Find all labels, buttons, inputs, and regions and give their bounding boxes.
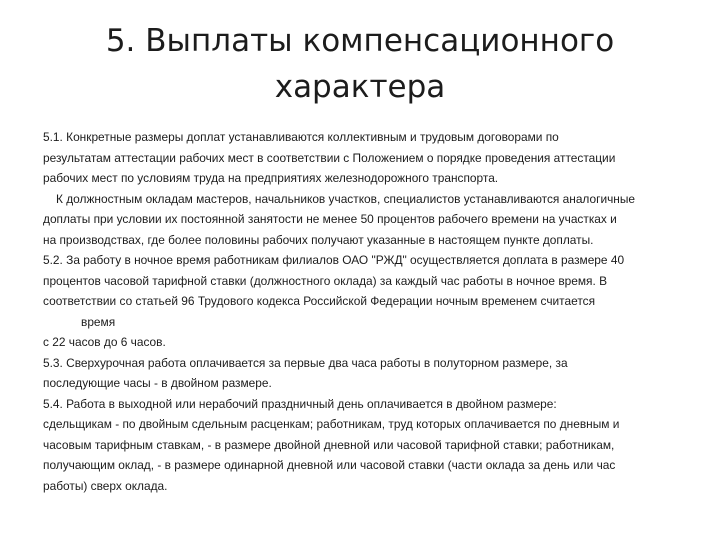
slide-title-line-2: характера [274, 69, 446, 105]
body-line: доплаты при условии их постоянной занятости не менее 50 процентов рабочего времени на участках и [43, 212, 617, 226]
slide-title-line-1: 5. Выплаты компенсационного [105, 23, 615, 59]
slide-body-text [43, 127, 703, 496]
body-line: К должностным окладам мастеров, начальников участков, специалистов устанавливаются аналогичные [56, 191, 636, 206]
body-line: время [81, 314, 116, 329]
body-line: 5.4. Работа в выходной или нерабочий праздничный день оплачивается в двойном размере: [43, 396, 557, 411]
body-line: рабочих мест по условиям труда на предприятиях железнодорожного транспорта. [43, 171, 499, 185]
body-line: на производствах, где более половины рабочих получают указанные в настоящем пункте доплаты. [43, 232, 594, 247]
body-line: с 22 часов до 6 часов. [43, 335, 166, 349]
body-line: 5.2. За работу в ночное время работникам филиалов ОАО "РЖД" осуществляется доплата в размере 40 [43, 253, 625, 267]
body-line: результатам аттестации рабочих мест в соответствии с Положением о порядке проведения аттестации [43, 150, 616, 165]
body-line: 5.1. Конкретные размеры доплат устанавливаются коллективным и трудовым договорами по [43, 130, 559, 144]
body-line: процентов часовой тарифной ставки (должностного оклада) за каждый час работы в ночное время. В [43, 273, 608, 288]
body-line: работы) сверх оклада. [43, 478, 168, 493]
body-line: сдельщикам - по двойным сдельным расценкам; работникам, труд которых оплачивается по дневным и [43, 417, 620, 431]
body-line: соответствии со статьей 96 Трудового кодекса Российской Федерации ночным временем считается [43, 294, 596, 308]
body-line: получающим оклад, - в размере одинарной дневной или часовой ставки (части оклада за день или час [43, 458, 616, 472]
slide-title [40, 18, 680, 110]
body-line: часовым тарифным ставкам, - в размере двойной дневной или часовой тарифной ставки; работникам, [43, 437, 615, 452]
body-line: последующие часы - в двойном размере. [43, 376, 272, 390]
body-line: 5.3. Сверхурочная работа оплачивается за первые два часа работы в полуторном размере, за [43, 355, 568, 370]
